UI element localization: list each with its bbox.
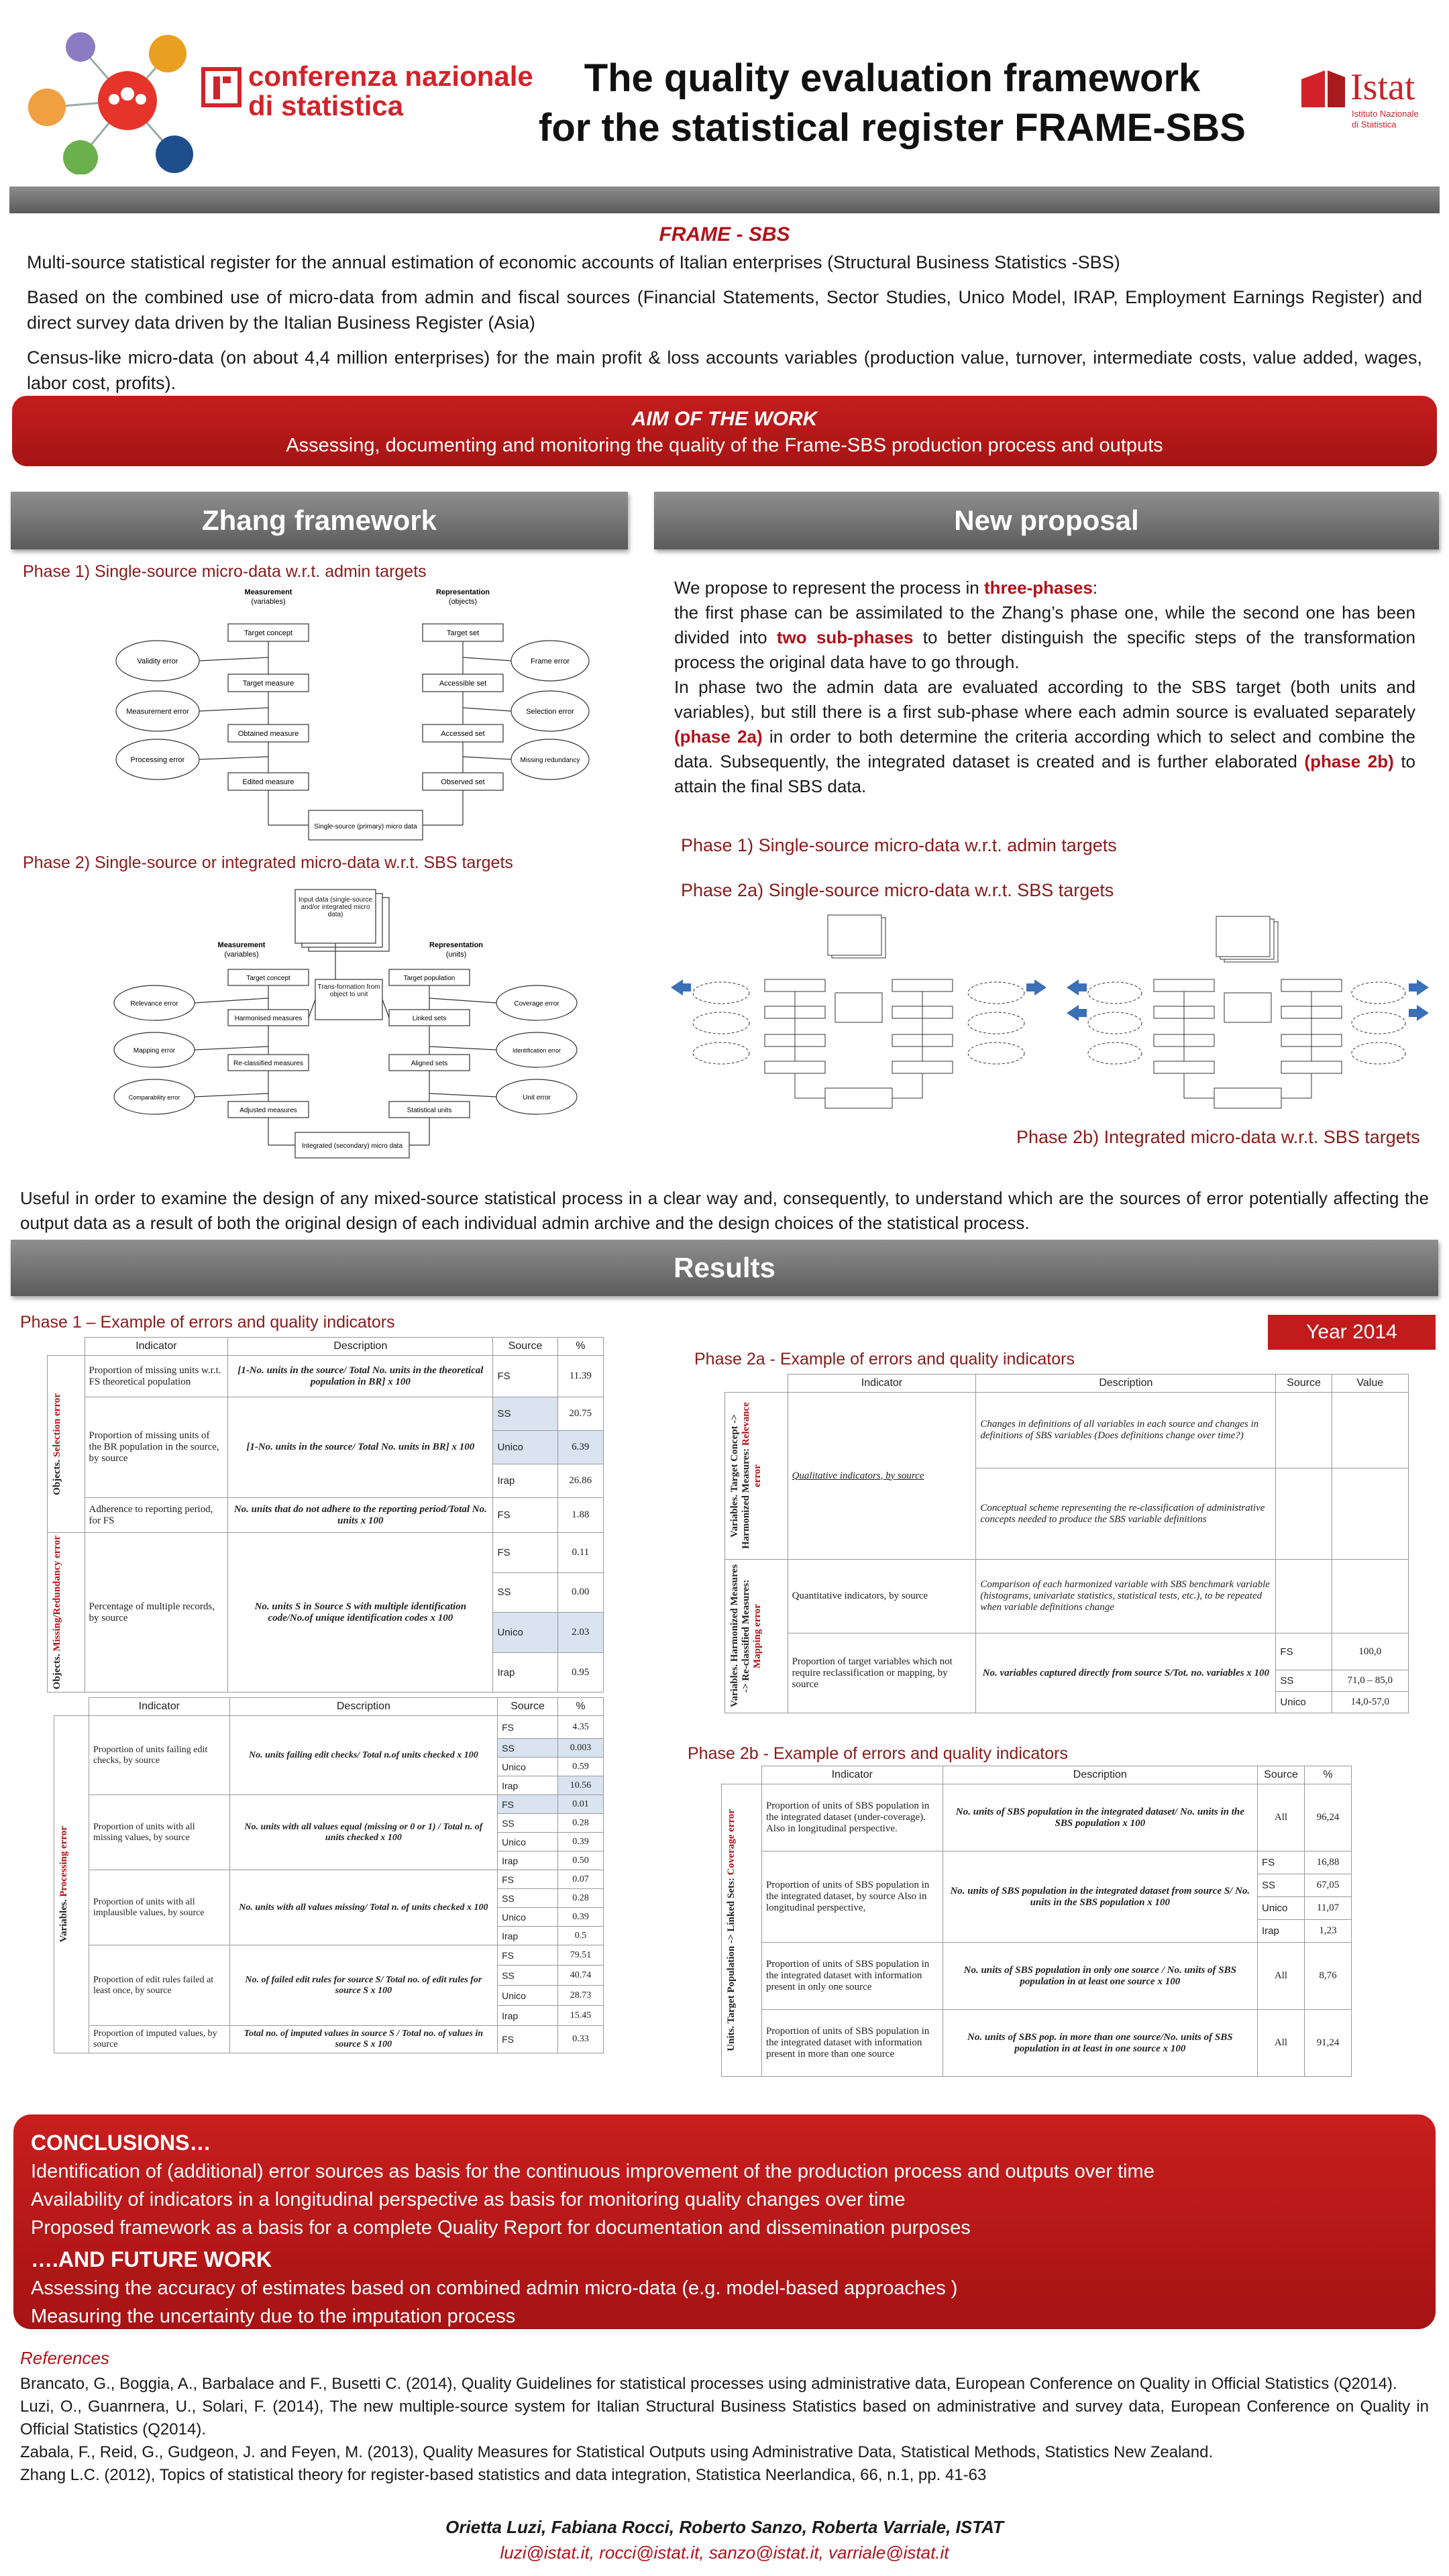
t2-g0-v-1: 0.003	[558, 1739, 604, 1758]
reference-item: Zabala, F., Reid, G., Gudgeon, J. and Feyen, M. (2013), Quality Measures for Statistical Outputs using Administrative Data, Statistical Methods, Statistics New Zealand.	[20, 2443, 1214, 2461]
t4-r2-v-0: 16,88	[1305, 1851, 1352, 1874]
proposal-p1: We propose to represent the process in three-phases:	[674, 578, 1098, 598]
col-pct: %	[1305, 1766, 1352, 1784]
table-row	[54, 1795, 604, 1814]
col-indicator: Indicator	[89, 1698, 229, 1716]
t2-g3-v-1: 40.74	[558, 1966, 604, 1986]
t1-r2-desc: [1-No. units in the source/ Total No. units in BR] x 100	[228, 1397, 493, 1498]
t2-g2-desc: No. units with all values missing/ Total n. of units checked x 100	[229, 1870, 497, 1945]
t2-g0-desc: No. units failing edit checks/ Total n.of units checked x 100	[229, 1716, 497, 1795]
t2-g2-v-1: 0.28	[558, 1889, 604, 1908]
t2-g2-src-0: FS	[498, 1870, 558, 1889]
d1-lerr-2: Processing error	[130, 756, 185, 764]
label-relevance-error: Variables. Target Concept -> Harmonized Measures: Relevance error	[725, 1393, 788, 1560]
conclusion-item: Proposed framework as a basis for a complete Quality Report for documentation and dissemination purposes	[31, 2217, 971, 2239]
frame-p3: Census-like micro-data (on about 4,4 million enterprises) for the main profit & loss accounts variables (production value, turnover, intermediate costs, value added, wages, labor cost, profits).	[27, 347, 1422, 393]
t3-r3-v-2: 14,0-57,0	[1332, 1692, 1408, 1713]
t2-g0-src-1: SS	[498, 1739, 558, 1758]
d1-rbox-3: Observed set	[441, 778, 485, 786]
t2-g2-src-3: Irap	[498, 1927, 558, 1945]
d1-rerr-0: Frame error	[530, 657, 570, 665]
d1-meas: Measurement	[244, 588, 292, 596]
proposal-phase2a: Phase 2a) Single-source micro-data w.r.t. SBS targets	[681, 880, 1114, 900]
t4-r3-ind: Proportion of units of SBS population in the integrated dataset with information present in only one source	[761, 1943, 943, 2010]
t1-r4-src-0: FS	[493, 1533, 557, 1573]
t4-r2-v-1: 67,05	[1305, 1874, 1352, 1897]
d2-meas-sub: (variables)	[224, 951, 259, 959]
d1-lerr-1: Measurement error	[126, 708, 189, 716]
d1-rbox-0: Target set	[446, 629, 480, 637]
col-indicator: Indicator	[788, 1375, 976, 1393]
conference-name	[248, 62, 533, 121]
label-mapping-error: Variables. Harmonized Measures -> Re-classified Measures: Mapping error	[725, 1560, 788, 1713]
year-badge: Year 2014	[1268, 1315, 1436, 1350]
d2-input: Input data (single-source and/or integrated micro data)	[298, 896, 373, 918]
t2-g3-ind: Proportion of edit rules failed at least once, by source	[89, 1945, 229, 2026]
col-pct: %	[558, 1698, 604, 1716]
t4-r1-v: 96,24	[1305, 1784, 1352, 1851]
table-row	[722, 2010, 1352, 2077]
col-source: Source	[1258, 1766, 1305, 1784]
t3-r3-ind: Proportion of target variables which not require reclassification or mapping, by source	[788, 1633, 976, 1713]
t2-g4-ind: Proportion of imputed values, by source	[89, 2026, 229, 2053]
col-indicator: Indicator	[761, 1766, 943, 1784]
proposal-text	[674, 576, 1415, 799]
conference-name-line1: conferenza nazionale	[248, 60, 533, 92]
d2-rerr-2: Unit error	[523, 1094, 551, 1102]
table-row	[54, 2026, 604, 2053]
frame-intro	[27, 250, 1422, 405]
t2-g0-src-2: Unico	[498, 1758, 558, 1776]
t2-g1-src-2: Unico	[498, 1833, 558, 1851]
proposal-p3: In phase two the admin data are evaluated according to the SBS target (both units and variables), but still there is a first sub-phase where each admin source is evaluated separately (phase 2a) in order to both determine the criteria according which to select and combine the data. Subsequently, the integrated dataset is created and is further elaborated (phase 2b) to attain the final SBS data.	[674, 677, 1416, 796]
t2-g1-v-3: 0.50	[558, 1851, 604, 1870]
t3-r1-desc2: Conceptual scheme representing the re-classification of administrative concepts needed to produce the SBS variable definitions	[976, 1468, 1276, 1560]
label-processing-error: Variables. Processing error	[54, 1716, 89, 2053]
t1-r3-desc: No. units that do not adhere to the reporting period/Total No. units x 100	[228, 1498, 493, 1533]
t1-r4-v-0: 0.11	[557, 1533, 603, 1573]
t2-g1-v-1: 0.28	[558, 1814, 604, 1833]
t2-g3-src-2: Unico	[498, 1986, 558, 2006]
future-item: Assessing the accuracy of estimates based on combined admin micro-data (e.g. model-based approaches )	[31, 2277, 958, 2299]
t3-r2-ind: Quantitative indicators, by source	[788, 1560, 976, 1633]
useful-text: Useful in order to examine the design of any mixed-source statistical process in a clear way and, consequently, to understand which are the sources of error potentially affecting the output data as a result of both the original design of each individual admin archive and the design choices of the statistical process.	[20, 1188, 1429, 1233]
conference-name-line2: di statistica	[248, 90, 404, 121]
d1-rep-sub: (objects)	[448, 598, 478, 606]
reference-item: Luzi, O., Guanrnera, U., Solari, F. (2014), The new multiple-source system for Italian Structural Business Statistics based on administrative and survey data, European Conference on Quality in Official Statistics (Q2014).	[20, 2398, 1429, 2438]
references-title: References	[20, 2348, 109, 2368]
top-divider	[9, 186, 1440, 213]
d2-lerr-0: Relevance error	[130, 1000, 178, 1008]
table-row	[54, 1716, 604, 1739]
col-description: Description	[943, 1766, 1257, 1784]
conclusion-item: Availability of indicators in a longitudinal perspective as basis for monitoring quality changes over time	[31, 2189, 906, 2210]
t2-g0-v-3: 10.56	[558, 1776, 604, 1795]
phase2a-table	[724, 1374, 1409, 1713]
col-value: Value	[1332, 1375, 1408, 1393]
t2-g1-src-3: Irap	[498, 1851, 558, 1870]
zhang-diagram-2	[107, 885, 590, 1161]
frame-p2: Based on the combined use of micro-data from admin and fiscal sources (Financial Statements, Sector Studies, Unico Model, IRAP, Employment Earnings Register) and direct survey data driven by the Italian Business Register (Asia)	[27, 287, 1422, 333]
t4-r2-src-1: SS	[1258, 1874, 1305, 1897]
t4-r3-src: All	[1258, 1943, 1305, 2010]
d1-rbox-2: Accessed set	[441, 730, 485, 738]
table-header-row	[722, 1766, 1352, 1784]
table-row	[54, 1870, 604, 1889]
authors: Orietta Luzi, Fabiana Rocci, Roberto Sanzo, Roberta Varriale, ISTAT	[445, 2517, 1004, 2537]
future-item: Measuring the uncertainty due to the imputation process	[31, 2306, 516, 2327]
table-header-row	[48, 1338, 604, 1356]
frame-title: FRAME - SBS	[659, 223, 790, 246]
t2-g2-src-2: Unico	[498, 1908, 558, 1927]
t2-g1-v-2: 0.39	[558, 1833, 604, 1851]
d1-lbox-2: Obtained measure	[237, 730, 299, 738]
proposal-diagram-right	[1067, 912, 1429, 1114]
d2-trans: Trans-formation from object to unit	[317, 983, 380, 998]
t1-r1-v: 11.39	[557, 1356, 603, 1397]
t1-r2-v-0: 20.75	[557, 1397, 603, 1431]
phase2b-table	[721, 1766, 1352, 2077]
conference-mark	[201, 67, 241, 107]
t3-r1-ind: Qualitative indicators, by source	[788, 1393, 976, 1560]
t2-g3-src-0: FS	[498, 1945, 558, 1966]
t1-r2-v-2: 26.86	[557, 1464, 603, 1498]
d1-bottom: Single-source (primary) micro data	[314, 823, 417, 830]
phase2a-title: Phase 2a - Example of errors and quality indicators	[694, 1350, 1075, 1368]
phase1-processing-table	[54, 1697, 604, 2053]
references	[20, 2348, 1429, 2487]
d1-lbox-0: Target concept	[244, 629, 293, 637]
title-line1: The quality evaluation framework	[584, 56, 1201, 100]
table-row	[722, 1851, 1352, 1874]
t2-g3-src-3: Irap	[498, 2006, 558, 2026]
col-indicator: Indicator	[85, 1338, 228, 1356]
conclusions-title: CONCLUSIONS…	[31, 2131, 211, 2155]
t2-g0-v-0: 4.35	[558, 1716, 604, 1739]
table-row	[48, 1397, 604, 1431]
d2-rep: Representation	[429, 941, 484, 949]
future-title: ….AND FUTURE WORK	[31, 2247, 272, 2271]
t4-r2-src-3: Irap	[1258, 1920, 1305, 1943]
t2-g4-v-0: 0.33	[558, 2026, 604, 2053]
t2-g3-v-2: 28.73	[558, 1986, 604, 2006]
zhang-phase1-caption: Phase 1) Single-source micro-data w.r.t. admin targets	[23, 562, 427, 581]
d1-lerr-0: Validity error	[137, 657, 178, 665]
zhang-diagram-1	[107, 584, 590, 845]
t4-r2-v-3: 1,23	[1305, 1920, 1352, 1943]
istat-sub1: Istituto Nazionale	[1352, 109, 1419, 119]
table-row	[725, 1393, 1409, 1468]
t2-g1-src-1: SS	[498, 1814, 558, 1833]
label-missing-error: Objects. Missing/Redundancy error	[48, 1533, 85, 1693]
t1-r4-src-3: Irap	[493, 1652, 557, 1693]
t1-r4-desc: No. units S in Source S with multiple identification code/No.of unique identification codes x 100	[228, 1533, 493, 1693]
t1-r2-src-2: Irap	[493, 1464, 557, 1498]
t2-g2-v-3: 0.5	[558, 1927, 604, 1945]
results-header: Results	[11, 1240, 1438, 1296]
d2-lerr-2: Comparability error	[128, 1094, 180, 1101]
t4-r2-src-2: Unico	[1258, 1897, 1305, 1920]
t1-r4-src-1: SS	[493, 1572, 557, 1613]
d2-rerr-1: Identification error	[512, 1047, 561, 1054]
d2-rbox-0: Target population	[403, 975, 455, 982]
table-row	[48, 1533, 604, 1573]
t3-r3-src-2: Unico	[1276, 1692, 1332, 1713]
emails: luzi@istat.it, rocci@istat.it, sanzo@istat.it, varriale@istat.it	[500, 2542, 949, 2563]
t4-r4-ind: Proportion of units of SBS population in the integrated dataset with information present in more than one source	[761, 2010, 943, 2077]
t3-r3-src-1: SS	[1276, 1670, 1332, 1692]
col-pct: %	[557, 1338, 603, 1356]
t4-r2-v-2: 11,07	[1305, 1897, 1352, 1920]
table-phase2b	[721, 1766, 1352, 2077]
t2-g2-v-2: 0.39	[558, 1908, 604, 1927]
t1-r4-v-1: 0.00	[557, 1572, 603, 1613]
t2-g1-src-0: FS	[498, 1795, 558, 1814]
phase2b-title: Phase 2b - Example of errors and quality indicators	[688, 1744, 1068, 1763]
d2-lbox-1: Harmonised measures	[234, 1015, 303, 1022]
d2-rbox-3: Statistical units	[407, 1107, 452, 1114]
t2-g3-v-3: 15.45	[558, 2006, 604, 2026]
t2-g3-v-0: 79.51	[558, 1945, 604, 1966]
t2-g2-v-0: 0.07	[558, 1870, 604, 1889]
t1-r4-v-2: 2.03	[557, 1613, 603, 1653]
t4-r1-ind: Proportion of units of SBS population in the integrated dataset (under-coverage). Also in longitudinal perspective.	[761, 1784, 943, 1851]
d1-lbox-1: Target measure	[242, 680, 294, 688]
proposal-diagram-left	[671, 912, 1046, 1114]
table-row	[722, 1943, 1352, 2010]
proposal-phase1: Phase 1) Single-source micro-data w.r.t. admin targets	[681, 835, 1117, 855]
reference-item: Brancato, G., Boggia, A., Barbalace and F., Busetti C. (2014), Quality Guidelines for statistical processes using administrative data, European Conference on Quality in Official Statistics (Q2014).	[20, 2375, 1397, 2393]
t2-g0-src-3: Irap	[498, 1776, 558, 1795]
d2-meas: Measurement	[217, 941, 266, 949]
t4-r4-src: All	[1258, 2010, 1305, 2077]
t2-g3-desc: No. of failed edit rules for source S/ Total no. of edit rules for source S x 100	[229, 1945, 497, 2026]
table-phase1-variables	[54, 1697, 604, 2053]
table-phase1-objects	[47, 1337, 604, 1693]
label-selection-error: Objects. Selection error	[48, 1356, 85, 1533]
t3-r1-desc1: Changes in definitions of all variables in each source and changes in definitions of SBS variables (Does definitions change over time?)	[976, 1393, 1276, 1468]
proposal-header: New proposal	[654, 492, 1439, 549]
d2-rbox-2: Aligned sets	[411, 1060, 448, 1067]
table-phase2a	[724, 1374, 1409, 1713]
phase1-table	[47, 1337, 604, 1693]
proposal-phase2b: Phase 2b) Integrated micro-data w.r.t. SBS targets	[1016, 1127, 1420, 1147]
t2-g1-desc: No. units with all values equal (missing or 0 or 1) / Total n. of units checked x 100	[229, 1795, 497, 1870]
t2-g0-ind: Proportion of units failing edit checks, by source	[89, 1716, 229, 1795]
istat-logo	[1298, 67, 1432, 141]
t1-r3-src: FS	[493, 1498, 557, 1533]
t2-g2-ind: Proportion of units with all implausible values, by source	[89, 1870, 229, 1945]
aim-title: AIM OF THE WORK	[631, 408, 818, 430]
t4-r1-src: All	[1258, 1784, 1305, 1851]
d1-rerr-1: Selection error	[526, 708, 574, 716]
t1-r2-ind: Proportion of missing units of the BR population in the source, by source	[85, 1397, 228, 1498]
t2-g1-v-0: 0.01	[558, 1795, 604, 1814]
col-description: Description	[229, 1698, 497, 1716]
t3-r3-src-0: FS	[1276, 1633, 1332, 1670]
conclusion-item: Identification of (additional) error sources as basis for the continuous improvement of the production process and outputs over time	[31, 2161, 1155, 2182]
aim-box	[12, 396, 1437, 466]
t4-r4-desc: No. units of SBS pop. in more than one source/No. units of SBS population in at least in one source x 100	[943, 2010, 1257, 2077]
phase1-title: Phase 1 – Example of errors and quality indicators	[20, 1313, 395, 1332]
zhang-phase2-caption: Phase 2) Single-source or integrated micro-data w.r.t. SBS targets	[23, 853, 513, 872]
table-row	[48, 1498, 604, 1533]
col-description: Description	[976, 1375, 1276, 1393]
d2-rbox-1: Linked sets	[412, 1015, 447, 1022]
col-source: Source	[1276, 1375, 1332, 1393]
t1-r4-v-3: 0.95	[557, 1652, 603, 1693]
t4-r2-src-0: FS	[1258, 1851, 1305, 1874]
conclusions-box	[13, 2114, 1436, 2329]
t4-r4-v: 91,24	[1305, 2010, 1352, 2077]
table-row	[54, 1945, 604, 1966]
d1-meas-sub: (variables)	[251, 598, 286, 606]
proposal-p2: the first phase can be assimilated to the Zhang’s phase one, while the second one has been divided into two sub-phases to better distinguish the specific steps of the transformation process the original data have to go through.	[674, 602, 1416, 672]
d1-rbox-1: Accessible set	[439, 680, 487, 688]
t2-g4-desc: Total no. of imputed values in source S / Total no. of values in source S x 100	[229, 2026, 497, 2053]
t1-r2-src-1: Unico	[493, 1431, 557, 1464]
d1-rep: Representation	[435, 588, 490, 596]
d2-lbox-2: Re-classified measures	[233, 1060, 303, 1067]
col-source: Source	[493, 1338, 557, 1356]
conference-logo	[13, 20, 215, 174]
t2-g2-src-1: SS	[498, 1889, 558, 1908]
title-line2: for the statistical register FRAME-SBS	[539, 106, 1246, 150]
t2-g1-ind: Proportion of units with all missing values, by source	[89, 1795, 229, 1870]
t4-r3-desc: No. units of SBS population in only one source / No. units of SBS population in at least one source x 100	[943, 1943, 1257, 2010]
table-header-row	[725, 1375, 1409, 1393]
zhang-header: Zhang framework	[11, 492, 628, 549]
t4-r1-desc: No. units of SBS population in the integrated dataset/ No. units in the SBS population x 100	[943, 1784, 1257, 1851]
table-row	[725, 1560, 1409, 1633]
t1-r4-src-2: Unico	[493, 1613, 557, 1653]
d2-lbox-3: Adjusted measures	[239, 1107, 297, 1114]
t1-r3-ind: Adherence to reporting period, for FS	[85, 1498, 228, 1533]
t4-r3-v: 8,76	[1305, 1943, 1352, 2010]
d1-lbox-3: Edited measure	[242, 778, 294, 786]
t1-r1-desc: [1-No. units in the source/ Total No. units in the theoretical population in BR] x 100	[228, 1356, 493, 1397]
table-row	[722, 1784, 1352, 1851]
t2-g3-src-1: SS	[498, 1966, 558, 1986]
d2-lbox-0: Target concept	[246, 975, 290, 982]
d2-bottom: Integrated (secondary) micro data	[301, 1142, 403, 1150]
label-coverage-error: Units. Target Population -> Linked Sets: Coverage error	[722, 1784, 762, 2077]
t2-g0-src-0: FS	[498, 1716, 558, 1739]
col-source: Source	[498, 1698, 558, 1716]
t1-r4-ind: Percentage of multiple records, by source	[85, 1533, 228, 1693]
t1-r2-v-1: 6.39	[557, 1431, 603, 1464]
t3-r3-desc: No. variables captured directly from source S/Tot. no. variables x 100	[976, 1633, 1276, 1713]
reference-item: Zhang L.C. (2012), Topics of statistical theory for register-based statistics and data integration, Statistica Neerlandica, 66, n.1, pp. 41-63	[20, 2466, 987, 2484]
t3-r2-desc: Comparison of each harmonized variable with SBS benchmark variable (histograms, univariate statistics, statistical tests, etc.), to be repeated when variable definitions change	[976, 1560, 1276, 1633]
table-row	[48, 1356, 604, 1397]
frame-p1: Multi-source statistical register for the annual estimation of economic accounts of Italian enterprises (Structural Business Statistics -SBS)	[27, 252, 1120, 272]
t2-g4-src-0: FS	[498, 2026, 558, 2053]
istat-sub2: di Statistica	[1352, 119, 1397, 129]
t1-r1-src: FS	[493, 1356, 557, 1397]
table-row	[725, 1633, 1409, 1670]
d2-lerr-1: Mapping error	[133, 1047, 176, 1055]
aim-text: Assessing, documenting and monitoring the quality of the Frame-SBS production process and outputs	[286, 435, 1163, 456]
d2-rep-sub: (units)	[445, 951, 467, 959]
t4-r2-desc: No. units of SBS population in the integrated dataset from source S/ No. units in the SBS population x 100	[943, 1851, 1257, 1943]
t1-r3-v: 1.88	[557, 1498, 603, 1533]
t4-r2-ind: Proportion of units of SBS population in the integrated dataset, by source Also in longitudinal perspective,	[761, 1851, 943, 1943]
t1-r1-ind: Proportion of missing units w.r.t. FS theoretical population	[85, 1356, 228, 1397]
t3-r3-v-1: 71,0 – 85,0	[1332, 1670, 1408, 1692]
t3-r3-v-0: 100,0	[1332, 1633, 1408, 1670]
table-header-row	[54, 1698, 604, 1716]
d2-rerr-0: Coverage error	[514, 1000, 559, 1008]
istat-logo-text: Istat	[1350, 66, 1415, 108]
t1-r2-src-0: SS	[493, 1397, 557, 1431]
poster-title	[510, 54, 1275, 153]
col-description: Description	[228, 1338, 493, 1356]
d1-rerr-2: Missing redundancy	[520, 757, 580, 764]
t2-g0-v-2: 0.59	[558, 1758, 604, 1776]
